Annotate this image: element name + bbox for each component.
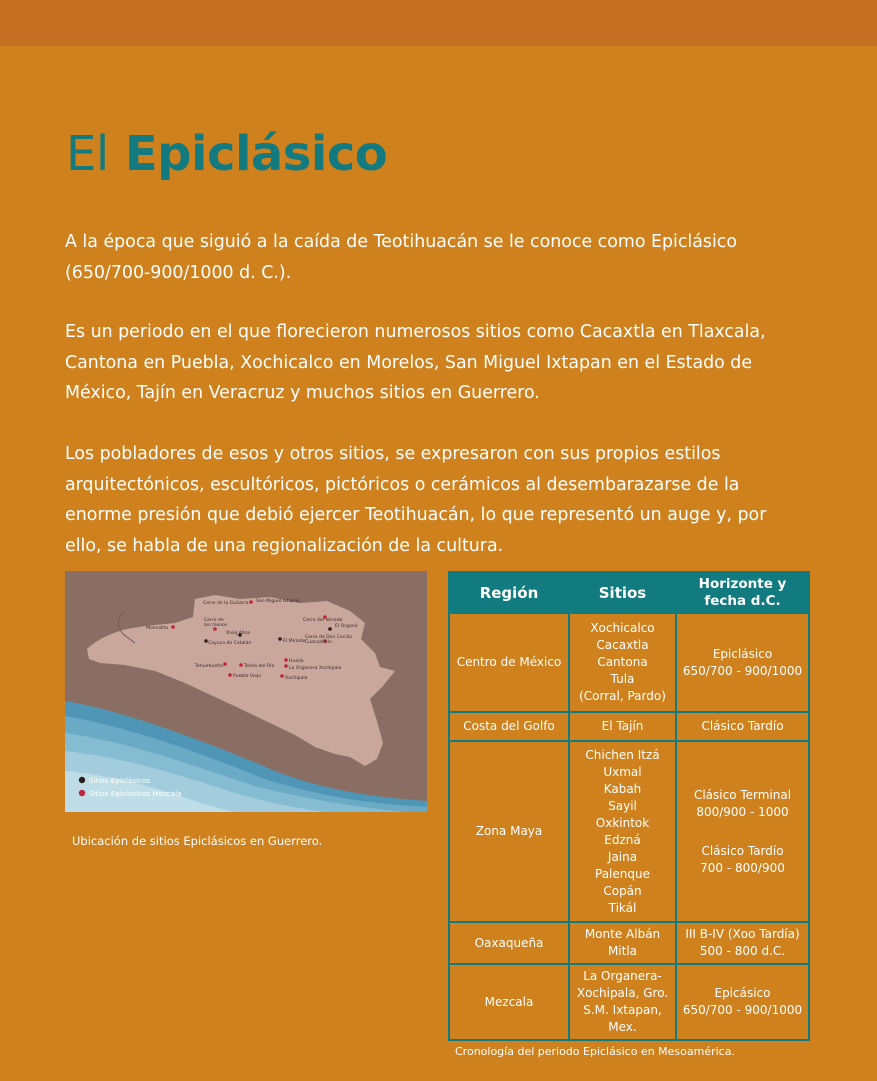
site-dot bbox=[239, 663, 243, 667]
horizon-date: 800/900 - 1000 bbox=[696, 804, 789, 819]
legend-label-epiclasicos: Sitios Epiclásicos bbox=[89, 776, 151, 785]
cell-horizon bbox=[676, 964, 809, 1040]
page-title bbox=[66, 124, 387, 184]
chronology-table bbox=[448, 571, 810, 1041]
horizon-name: Epiclásico bbox=[712, 646, 773, 661]
legend-label-mezcala: Sitios Epiclásicos Mezcala bbox=[89, 789, 182, 798]
site-dot bbox=[228, 673, 232, 677]
site-dot bbox=[249, 600, 253, 604]
site-dot bbox=[284, 664, 288, 668]
horizon-date: 700 - 800/900 bbox=[700, 860, 785, 875]
site-label: Pueblo Viejo bbox=[233, 674, 262, 679]
title-light: El bbox=[66, 126, 109, 182]
cell-region: Mezcala bbox=[449, 964, 569, 1040]
site-name: Cantona bbox=[597, 655, 648, 669]
header-sites: Sitios bbox=[569, 572, 676, 613]
cell-region: Costa del Golfo bbox=[449, 712, 569, 741]
horizon-name: Clásico Tardío bbox=[701, 843, 784, 858]
horizon-name: III B-IV (Xoo Tardía) bbox=[685, 927, 800, 941]
site-name: Palenque bbox=[595, 866, 650, 881]
site-name: La Organera- bbox=[583, 969, 662, 983]
site-label: Xochipala bbox=[285, 676, 308, 681]
site-label: Coyuca de Catalán bbox=[208, 641, 252, 646]
header-horizon: Horizonte y fecha d.C. bbox=[676, 572, 809, 613]
site-label: Huella bbox=[289, 659, 304, 664]
cell-sites bbox=[569, 964, 676, 1040]
site-name: (Corral, Pardo) bbox=[579, 689, 666, 703]
cell-horizon bbox=[676, 712, 809, 741]
horizon-spacer bbox=[679, 821, 806, 843]
table-row bbox=[449, 922, 809, 964]
site-dot bbox=[280, 674, 284, 678]
site-name: Monte Albán bbox=[584, 927, 661, 941]
horizon-name: Clásico Tardío bbox=[701, 719, 784, 733]
title-bold: Epiclásico bbox=[124, 126, 388, 182]
site-label: Telela del Río bbox=[244, 664, 275, 669]
site-name: Jaina bbox=[607, 849, 638, 864]
table-row bbox=[449, 712, 809, 741]
site-name: Sayil bbox=[608, 798, 637, 813]
cell-horizon bbox=[676, 741, 809, 922]
site-label: Cerro de bbox=[204, 618, 224, 623]
table-row bbox=[449, 741, 809, 922]
site-label: Cuacoaltzin bbox=[305, 640, 332, 645]
site-label: Cerro de la Guitarra bbox=[203, 601, 249, 606]
site-name: Oxkintok bbox=[595, 815, 650, 830]
site-dot bbox=[171, 625, 175, 629]
site-label: Monsalito bbox=[146, 626, 169, 631]
site-name: Xochicalco bbox=[590, 621, 655, 635]
table-row bbox=[449, 613, 809, 712]
site-name: Copán bbox=[603, 883, 642, 898]
site-name: S.M. Ixtapan, Mex. bbox=[583, 1003, 662, 1034]
site-label: los monos bbox=[204, 623, 228, 628]
site-label: El Organó bbox=[335, 624, 358, 629]
paragraph-regionalization: Los pobladores de esos y otros sitios, se expresaron con sus propios estilos arquitectónicos, escultóricos, pictóricos o cerámicos al desembarazarse de la enorme presión que debió ejercer Teotihuacán, lo que representó un auge y, por ello, se habla de una regionalización de la cultura. bbox=[65, 444, 767, 556]
site-label: Cerro de Don Cecilio bbox=[305, 635, 353, 640]
horizon-date: 650/700 - 900/1000 bbox=[682, 663, 803, 678]
site-name: Tula bbox=[610, 672, 635, 686]
cell-sites bbox=[569, 922, 676, 964]
cell-horizon bbox=[676, 613, 809, 712]
site-label: Cerro del Venado bbox=[303, 618, 343, 623]
site-name: Kabah bbox=[603, 781, 642, 796]
horizon-date: 500 - 800 d.C. bbox=[699, 944, 786, 958]
cell-region: Zona Maya bbox=[449, 741, 569, 922]
map-caption: Ubicación de sitios Epiclásicos en Guerrero. bbox=[72, 834, 323, 848]
cell-sites bbox=[569, 741, 676, 922]
site-dot bbox=[278, 637, 282, 641]
site-label: San Miguel Ixtapan bbox=[256, 599, 301, 604]
site-name: Uxmal bbox=[603, 764, 642, 779]
site-dot bbox=[328, 627, 332, 631]
table-row bbox=[449, 964, 809, 1040]
site-label: El Mirador bbox=[283, 639, 307, 644]
site-name: Mitla bbox=[607, 944, 638, 958]
site-name: Edzná bbox=[604, 832, 641, 847]
site-name: Chichen Itzá bbox=[585, 747, 660, 762]
horizon-name: Epicásico bbox=[714, 986, 771, 1000]
paragraph-intro: A la época que siguió a la caída de Teotihuacán se le conoce como Epiclásico (650/700-900/1000 d. C.). bbox=[65, 232, 737, 283]
cell-horizon bbox=[676, 922, 809, 964]
site-name: Tikál bbox=[608, 900, 637, 915]
site-dot bbox=[284, 658, 288, 662]
site-name: El Tajín bbox=[601, 719, 644, 733]
table-header-row bbox=[449, 572, 809, 613]
cell-region: Oaxaqueña bbox=[449, 922, 569, 964]
horizon-date: 650/700 - 900/1000 bbox=[682, 1003, 803, 1017]
paragraph-sites: Es un periodo en el que florecieron numerosos sitios como Cacaxtla en Tlaxcala, Cantona en Puebla, Xochicalco en Morelos, San Miguel Ixtapan en el Estado de México, Tajín en Veracruz y muchos sitios en Guerrero. bbox=[65, 322, 766, 403]
horizon-name: Clásico Terminal bbox=[693, 787, 792, 802]
site-label: Xixiq Altos bbox=[226, 631, 251, 636]
guerrero-map bbox=[65, 571, 427, 812]
cell-region: Centro de México bbox=[449, 613, 569, 712]
site-name: Xochipala, Gro. bbox=[576, 986, 669, 1000]
table-caption: Cronología del periodo Epiclásico en Mesoamérica. bbox=[455, 1045, 735, 1058]
site-label: Tehuehuetla bbox=[195, 664, 224, 669]
header-region: Región bbox=[449, 572, 569, 613]
top-banner bbox=[0, 0, 877, 46]
legend-dot-red bbox=[79, 790, 85, 796]
legend-dot-black bbox=[79, 777, 85, 783]
site-name: Cacaxtla bbox=[596, 638, 649, 652]
cell-sites bbox=[569, 712, 676, 741]
cell-sites bbox=[569, 613, 676, 712]
site-dot bbox=[223, 662, 227, 666]
site-label: La Organera Xochipala bbox=[289, 666, 342, 671]
